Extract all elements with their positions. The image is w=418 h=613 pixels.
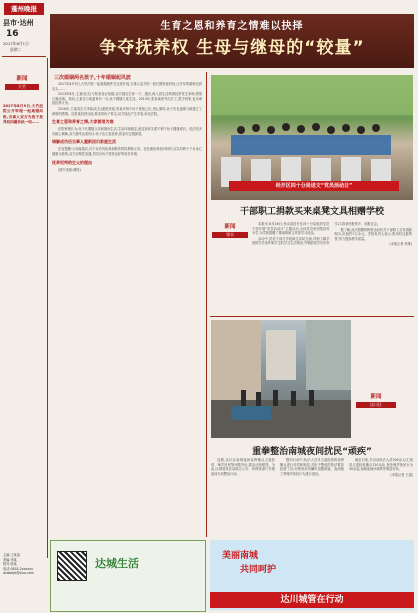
headline-main: 争夺抚养权 生母与继母的“较量” — [99, 38, 365, 58]
advert-chengguan — [210, 540, 414, 610]
badge-bottom-label: 达川区 — [356, 402, 396, 408]
issue-weekday: 星期二 — [10, 47, 22, 52]
section-badge-dazhu — [5, 74, 39, 90]
story2-para3: 据了解,此次捐赠的物资由局机关干部职工自发捐款购买,价值约1万余元。学校负责人表示,将用好这批物资,努力提高教学质量。 — [334, 227, 412, 241]
story1-body — [52, 82, 202, 542]
story3-photo — [211, 320, 351, 438]
headline-kicker: 生育之恩和养育之情难以抉择 — [160, 21, 304, 32]
story1-title: 三次婚姻两名孩子,十年婚姻起风波 — [54, 75, 131, 81]
footer-designer: 美编:李某 — [3, 557, 17, 562]
section-badge-linshui — [212, 222, 248, 238]
story3-para1: 近期,达川区南城夜间烧烤摊点占道经营、噪声扰民等问题突出,群众反映强烈。为此,区城管执法局联合公安、环保等部门开展夜间专项整治行动。 — [211, 458, 275, 476]
story2-title: 干部职工捐款买来桌凳文具相赠学校 — [239, 207, 384, 217]
story3-title: 重拳整治南城夜间扰民“顽疾” — [252, 447, 372, 457]
advert-banner2: 共同呵护 — [240, 565, 277, 575]
story2-body — [252, 222, 412, 314]
street-photo-illustration — [211, 320, 351, 438]
advert-banner1: 美丽南城 — [222, 551, 259, 561]
story1-para4: 法官提醒:父母离婚后,对子女仍有抚养和教育的权利和义务。在处理抚养权纠纷时,应以有利于子女身心健康为原则,双方应理性沟通,共同为孩子营造良好的成长环境。 — [52, 147, 202, 156]
story1-sub2: 调解成功后当事人重新回归家庭生活 — [52, 139, 116, 145]
section-badge-dachuan — [356, 392, 396, 408]
story2-byline: (本报记者 李维) — [389, 242, 412, 247]
footer-email: dzwbbjb@sina.com — [3, 571, 34, 576]
badge-top-label: 新闻 — [370, 394, 382, 400]
story1-para2: 2016年,王某再次与李某(化名)重组家庭,李某对两个孩子视如己出,悉心照料,孩子们也逐渐与她建立了深厚的感情。后张某回到当地,要求将孩子带走,双方因此产生矛盾,诉至法院。 — [52, 106, 202, 116]
story2-para2: 活动中,党员干部与学校师生亲切交流,详细了解学校的办学条件和学生的学习生活情况,并勉励同学们好好学习,将来回报家乡、回报社会。 — [252, 222, 381, 246]
sidebar-note: 2017年8月9日,大竹法院公开审理一起离婚纠纷,当事人双方为孩子抚养权问题各执一词…… — [3, 104, 43, 125]
footer-proof: 校对:张某 — [3, 562, 17, 567]
story1-lead: 2017年8月9日,大竹法院一起离婚案件在这里开庭,当事人双方的一段长期家庭纠纷,让多年的婚姻走到尽头…… — [52, 82, 202, 91]
story1-caption: (图片来源:网络) — [58, 167, 81, 172]
badge-bottom-label: 邻水 — [212, 232, 248, 238]
story1-sub1: 生育之恩和养育之情,大家都很为难 — [52, 119, 114, 125]
advert-daocheng — [50, 540, 206, 612]
advert-qr-icon — [57, 551, 87, 581]
right-section-rule — [210, 316, 414, 317]
badge-bottom-label: 大竹 — [5, 84, 39, 90]
footer-phone: 电话:0818-2xxxxxx — [3, 566, 34, 571]
advert-title: 达川城管在行动 — [210, 592, 414, 608]
issue-date: 2017年8月1日 — [3, 41, 29, 46]
badge-top-label: 新闻 — [16, 76, 28, 82]
badge-top-label: 新闻 — [224, 224, 236, 230]
story2-para1: 本报讯 8月26日,邻水县经开区四十分局组织党员干部开展“党员活动日”主题活动,全体党员来到帮扶村小学,为学校捐赠了课桌椅和文具等学习用品。 — [252, 222, 330, 236]
masthead-rule — [2, 56, 46, 57]
advert-brand: 达城生活 — [95, 557, 139, 570]
footer-credits — [3, 553, 45, 576]
story1-para1: 2013年8月,王某(化名)与张某登记结婚,双方婚后生育一子。婚后,两人因生活琐事经常发生争吵,感情日渐淡薄。其间,王某还与前妻育有一女,孩子跟随王某生活。2014年,张某离家外出打工,很少回家,也未承担抚养义务。 — [52, 92, 202, 106]
photo-banner: 经开区四十分局送文“党员活动日” — [229, 181, 399, 191]
story3-byline: (本报记者 王超) — [390, 472, 413, 477]
story1-sub3: 抚养权判给生父的理由 — [52, 159, 92, 165]
masthead-logo: 蓬州晚报 — [4, 3, 44, 15]
footer-editor: 主编:王某某 — [3, 553, 21, 557]
story1-para3: 法院审理认为,孩子长期随父亲和继母生活,生活环境稳定,改变抚养关系不利于孩子健康成长。经法官多次耐心调解,双方最终达成协议:孩子由王某抚养,张某可定期探望。 — [52, 127, 202, 136]
story3-para3: 截至目前,共出动执法人员300余人次,规范占道经营摊点120余处,查处噪声扰民行为40余起,南城夜间环境秩序明显好转。 — [349, 458, 413, 472]
page-number: 16 — [6, 29, 19, 39]
left-column-rule — [47, 58, 48, 558]
story3-para2: 整治行动中,执法人员对占道经营的烧烤摊点进行劝导和规范,对拒不整改的依法暂扣经营工具;对使用高音喇叭招揽顾客、夜间施工等噪声扰民行为进行查处。 — [280, 458, 344, 476]
center-column-rule — [206, 72, 207, 537]
section-name: 县市·达州 — [3, 19, 34, 27]
story3-body — [211, 458, 413, 538]
story2-photo — [211, 75, 413, 200]
